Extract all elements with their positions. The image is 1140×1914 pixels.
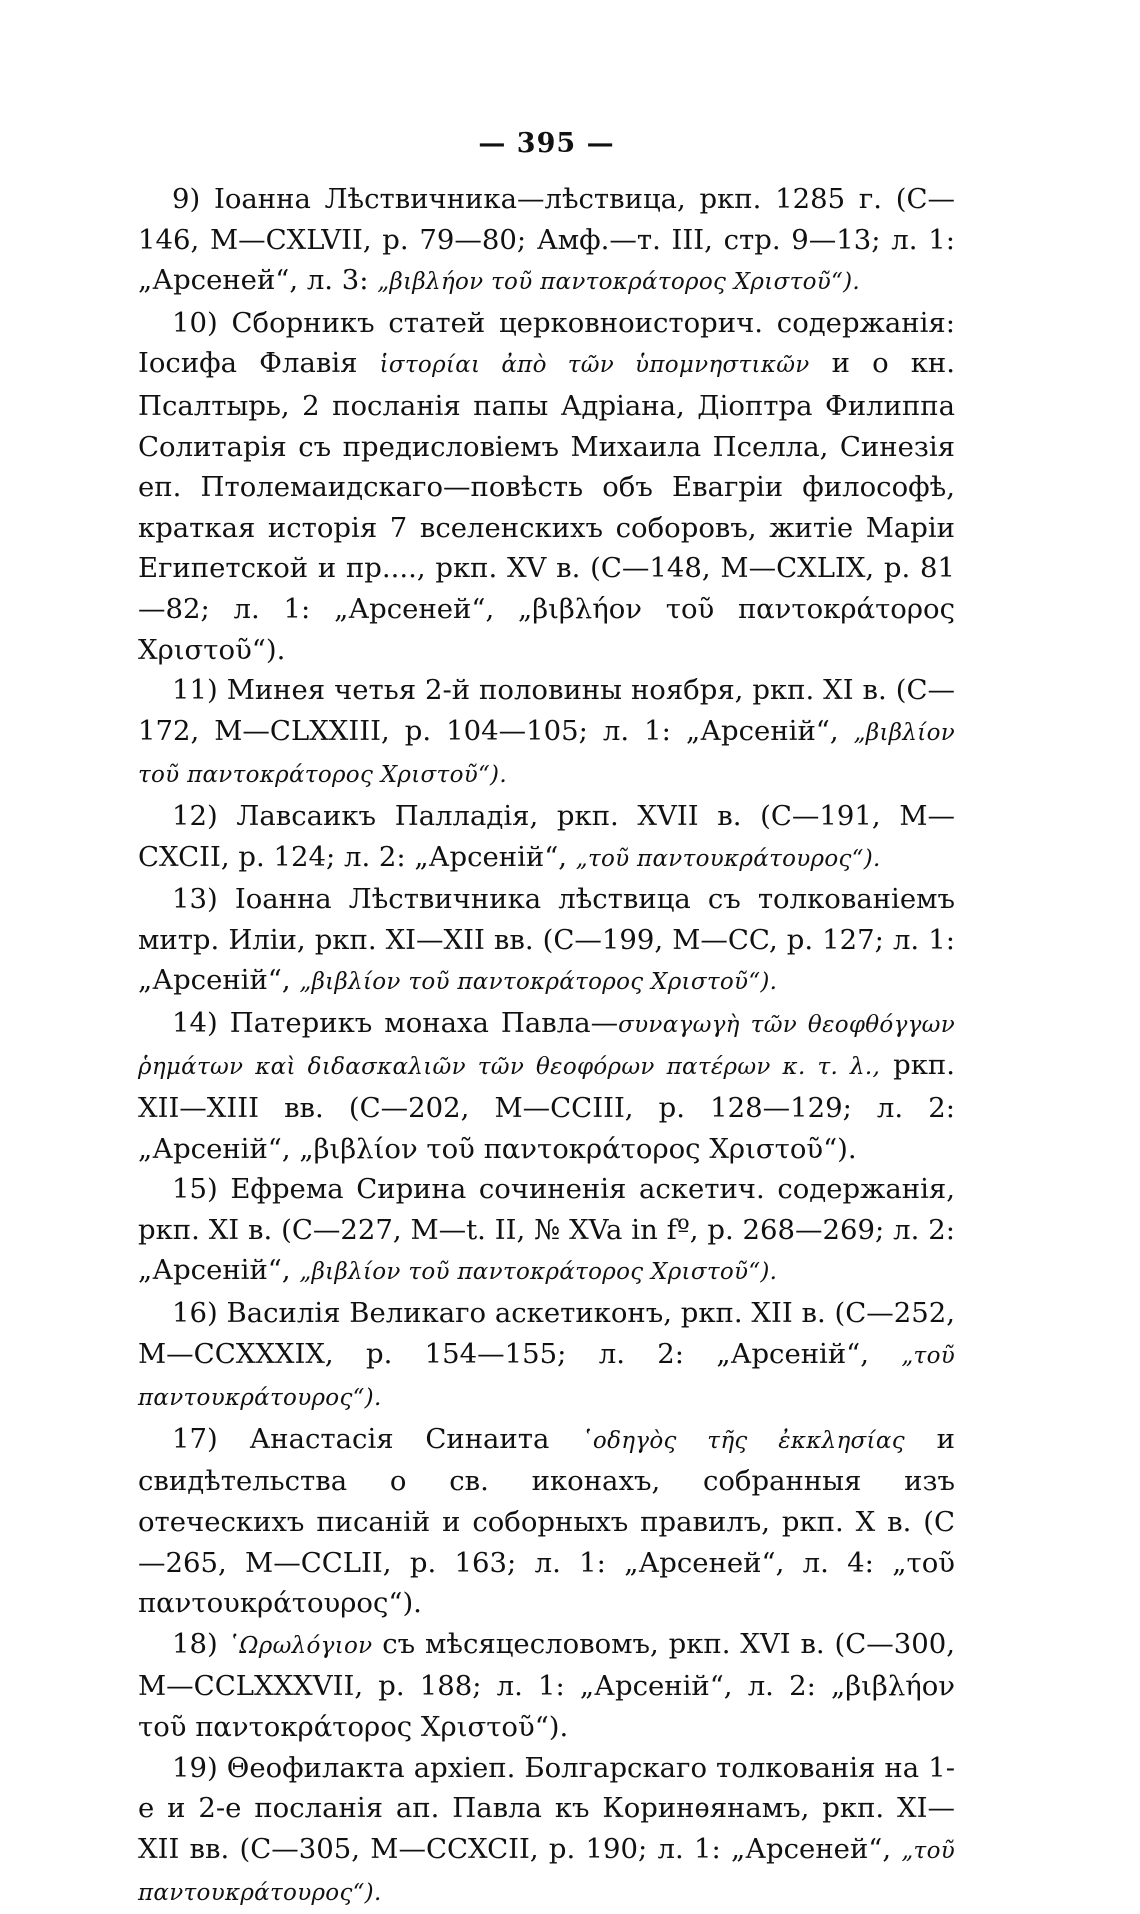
entry-greek-text: συναγωγὴ τῶν θεοφθόγγων ῥημάτων καὶ διδασκαλιῶν τῶν θεοφόρων πατέρων κ. τ. λ., bbox=[138, 1011, 955, 1081]
list-item bbox=[138, 879, 955, 1003]
entry-text: Минея четья 2-й половины ноября, ркп. XI в. (С—172, М—CLXXIII, р. 104—105; л. 1: „Арсеній“, bbox=[138, 674, 955, 747]
list-item bbox=[138, 1748, 955, 1914]
entry-number: 12) bbox=[172, 799, 218, 832]
entry-text: Василія Великаго аскетиконъ, ркп. XII в. (С—252, М—CCXXXIX, р. 154—155; л. 2: „Арсеній“, bbox=[138, 1297, 955, 1370]
entry-tail-text: и свидѣтельства о св. иконахъ, собранныя изъ отеческихъ писаній и соборныхъ правилъ, ркп. X в. (С—265, М—CCLII, р. 163; л. 1: „Арсеней“, л. 4: „τοῦ παντουκράτουρος“). bbox=[138, 1422, 955, 1620]
entry-greek-text: „τοῦ παντουκράτουρος“). bbox=[575, 845, 881, 872]
entry-number: 13) bbox=[172, 883, 218, 916]
entry-tail-text: съ мѣсяцесловомъ, ркп. XVI в. (С—300, М—CCLXXXVII, р. 188; л. 1: „Арсеній“, л. 2: „βιβλήον τοῦ παντοκράτορος Χριστοῦ“). bbox=[138, 1627, 955, 1743]
entry-greek-text: „βιβλίον τοῦ παντοκράτορος Χριστοῦ“). bbox=[299, 969, 778, 996]
entry-greek-text: „βιβλίον τοῦ παντοκράτορος Χριστοῦ“). bbox=[299, 1259, 778, 1286]
entry-text: Анастасія Синаита bbox=[249, 1422, 582, 1455]
entry-greek-text: ῾Ωρωλόγιον bbox=[227, 1632, 373, 1659]
list-item bbox=[138, 1419, 955, 1624]
list-item bbox=[138, 1293, 955, 1419]
entry-number: 11) bbox=[172, 674, 218, 707]
list-item bbox=[138, 670, 955, 796]
entry-tail-text: ркп. XII—XIII вв. (С—202, М—CCIII, р. 128—129; л. 2: „Арсеній“, „βιβλίον τοῦ παντοκράτορος Χριστοῦ“). bbox=[138, 1049, 955, 1165]
entry-text: Сборникъ статей церковноисторич. содержанія: Іосифа Флавія bbox=[138, 306, 955, 380]
page-number: — 395 — bbox=[478, 128, 615, 159]
entry-text: Лавсаикъ Палладія, ркп. XVII в. (С—191, М—CXCII, р. 124; л. 2: „Арсеній“, bbox=[138, 799, 955, 873]
entry-text: Ефрема Сирина сочиненія аскетич. содержанія, ркп. XI в. (С—227, М—t. II, № XVa in fº, р. 268—269; л. 2: „Арсеній“, bbox=[138, 1173, 955, 1287]
entry-greek-text: „τοῦ παντουκράτουρος“). bbox=[138, 1837, 955, 1907]
list-item bbox=[138, 303, 955, 670]
list-item bbox=[138, 1169, 955, 1293]
entry-number: 19) bbox=[172, 1751, 218, 1784]
list-item bbox=[138, 1003, 955, 1169]
entry-greek-text: ῾οδηγὸς τῆς ἐκκλησίας bbox=[581, 1427, 905, 1454]
entry-text: Патерикъ монаха Павла— bbox=[229, 1006, 619, 1039]
list-item bbox=[138, 179, 955, 303]
entry-greek-text: „τοῦ παντουκράτουρος“). bbox=[138, 1342, 955, 1412]
entry-tail-text: и о кн. Псалтырь, 2 посланія папы Адріана, Діоптра Филиппа Солитарія съ предисловіемъ Михаила Пселла, Синезія еп. Птолемаидскаго—повѣсть объ Евагріи философѣ, краткая исторія 7 вселенскихъ соборовъ, житіе Маріи Египетской и пр...., ркп. XV в. (С—148, М—CXLIX, р. 81—82; л. 1: „Арсеней“, „βιβλήον τοῦ παντοκράτορος Χριστοῦ“). bbox=[138, 347, 956, 666]
entry-text: Іоанна Лѣствичника—лѣствица, ркп. 1285 г. (С—146, М—CXLVII, р. 79—80; Амф.—т. III, стр. 9—13; л. 1: „Арсеней“, л. 3: bbox=[138, 183, 955, 297]
entry-number: 10) bbox=[172, 306, 218, 339]
entry-text: Θеофилакта архіеп. Болгарскаго толкованія на 1-е и 2-е посланія ап. Павла къ Коринѳянамъ, ркп. XI—XII вв. (С—305, М—CCXCII, р. 190; л. 1: „Арсеней“, bbox=[138, 1751, 955, 1865]
entry-number: 18) bbox=[172, 1627, 218, 1660]
entry-number: 9) bbox=[172, 183, 201, 215]
list-item bbox=[138, 1624, 955, 1748]
entry-number: 16) bbox=[172, 1297, 218, 1330]
list-item bbox=[138, 796, 955, 879]
entry-list bbox=[138, 179, 955, 1914]
entry-number: 17) bbox=[172, 1422, 218, 1455]
entry-number: 14) bbox=[172, 1006, 218, 1039]
entry-greek-text: „βιβλίον τοῦ παντοκράτορος Χριστοῦ“). bbox=[138, 719, 955, 789]
entry-number: 15) bbox=[172, 1173, 218, 1206]
entry-greek-text: ἱστορίαι ἀπὸ τῶν ὑπομνηστικῶν bbox=[379, 352, 810, 379]
entry-greek-text: „βιβλήον τοῦ παντοκράτορος Χριστοῦ“). bbox=[377, 269, 860, 296]
entry-text: Іоанна Лѣствичника лѣствица съ толкованіемъ митр. Иліи, ркп. XI—XII вв. (С—199, М—CC, р. 127; л. 1: „Арсеній“, bbox=[138, 883, 955, 997]
